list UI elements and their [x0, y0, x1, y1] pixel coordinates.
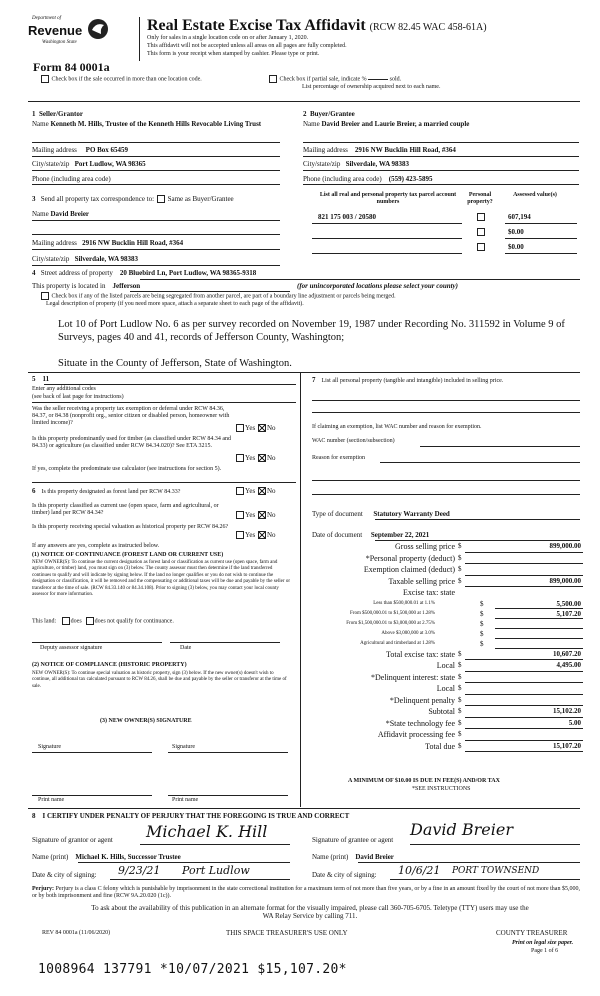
- tax-calculation-table: [305, 541, 585, 751]
- section3-name-label: Name: [32, 210, 49, 218]
- yes-label: Yes: [245, 511, 256, 519]
- dollar-sign: $: [458, 565, 462, 573]
- grantor-signature[interactable]: Michael K. Hill: [146, 822, 268, 841]
- dollar-sign: $: [458, 672, 462, 681]
- revision-number: REV 84 0001a (11/06/2020): [42, 930, 111, 936]
- section3-text: Send all property tax correspondence to:: [40, 195, 155, 203]
- tax-row-value[interactable]: 10,607.20: [553, 649, 581, 658]
- header-note-2: This affidavit will not be accepted unless all areas on all pages are fully completed.: [147, 43, 347, 49]
- tax-row-label: *Delinquent penalty: [389, 695, 455, 705]
- section6-q3: Is this property receiving special valuation as historical property per RCW 84.26?: [32, 524, 229, 530]
- grantor-name-label: Name (print): [32, 853, 69, 861]
- personal-col-header: Personal property?: [467, 192, 493, 205]
- tax-row: [305, 553, 585, 565]
- tax-row-value[interactable]: 5,107.20: [556, 609, 581, 618]
- section5-q1-answer: [235, 424, 276, 432]
- header-note-1: Only for sales in a single location code on or after January 1, 2020.: [147, 35, 309, 41]
- doc-date-value[interactable]: September 22, 2021: [370, 531, 430, 539]
- seller-name-label: Name: [32, 120, 49, 128]
- dor-logo: [26, 16, 118, 52]
- tax-row-value[interactable]: 899,000.00: [549, 542, 581, 550]
- dollar-sign: $: [458, 695, 462, 704]
- seller-city-value[interactable]: Port Ludlow, WA 98365: [74, 160, 146, 168]
- codes-note: (see back of last page for instructions): [32, 394, 124, 400]
- seller-name-row: [32, 120, 282, 128]
- legal-description-label: Legal description of property (if you need more space, attach a separate sheet to each page of the affidavit).: [46, 301, 304, 307]
- partial-check-row: [268, 75, 401, 83]
- does-qualify-checkbox[interactable]: [62, 617, 70, 625]
- section6-q2-answer: [235, 511, 276, 519]
- dollar-sign: $: [458, 576, 462, 585]
- title-text: Real Estate Excise Tax Affidavit: [147, 17, 366, 34]
- page-number: Page 1 of 6: [531, 948, 559, 954]
- doc-type-row: [312, 510, 450, 518]
- tax-row-value[interactable]: 899,000.00: [549, 576, 581, 585]
- dollar-sign: $: [458, 553, 462, 562]
- personal-property-checkbox-1[interactable]: [477, 213, 485, 221]
- tax-row-label: Taxable selling price: [388, 576, 455, 586]
- section3-city-label: City/state/zip: [32, 255, 70, 263]
- this-land-label: This land:: [32, 618, 57, 625]
- located-value[interactable]: Jefferson: [112, 282, 141, 290]
- certify-text: I CERTIFY UNDER PENALTY OF PERJURY THAT THE FOREGOING IS TRUE AND CORRECT: [42, 812, 350, 820]
- grantee-date[interactable]: 10/6/21: [398, 864, 441, 877]
- assessed-value-3[interactable]: $0.00: [508, 243, 524, 251]
- certify-heading: [32, 812, 349, 820]
- historic-no-checkbox[interactable]: [258, 531, 266, 539]
- perjury-text: Perjury is a class C felony which is punishable by imprisonment in the state correctional institution for a maximum term of not more than five years, or by a fine in an amount fixed by the court of not more than $5,000, or by both imprisonment and fine (RCW 9A.20.020 (1c)).: [32, 886, 580, 899]
- dollar-sign: $: [458, 542, 462, 550]
- buyer-heading: [303, 110, 355, 118]
- more-location-label: Check box if the sale occurred in more than one location code.: [51, 76, 202, 83]
- tax-row: [305, 619, 585, 629]
- tax-row-value[interactable]: 4,495.00: [556, 661, 581, 669]
- current-use-yes-checkbox[interactable]: [236, 511, 244, 519]
- grantee-signature[interactable]: David Breier: [410, 820, 513, 839]
- tax-row: [305, 576, 585, 588]
- tax-row-value[interactable]: 15,107.20: [553, 741, 581, 750]
- same-as-buyer-label: Same as Buyer/Grantee: [167, 195, 234, 203]
- logo-line2: Revenue: [28, 23, 83, 38]
- no-label: No: [266, 487, 276, 495]
- tax-row-label: *State technology fee: [385, 718, 455, 728]
- list-percentage-note: List percentage of ownership acquired next to each name.: [302, 84, 441, 90]
- tax-row: [305, 629, 585, 639]
- tax-row-label: Exemption claimed (deduct): [363, 565, 455, 574]
- legal-paper-note: Print on legal size paper.: [512, 940, 574, 946]
- tax-row-value[interactable]: 15,102.20: [553, 707, 581, 715]
- same-as-buyer-checkbox[interactable]: [157, 195, 165, 203]
- forest-no-checkbox[interactable]: [258, 487, 266, 495]
- grantee-name-value[interactable]: David Breier: [355, 853, 394, 861]
- tax-row-label: Excise tax: state: [403, 588, 455, 597]
- q1-yes-checkbox[interactable]: [236, 424, 244, 432]
- buyer-city-value[interactable]: Silverdale, WA 98383: [345, 160, 410, 168]
- seller-city-label: City/state/zip: [32, 160, 70, 168]
- grantee-signature-label: Signature of grantee or agent: [312, 836, 394, 844]
- tax-row-value[interactable]: 5,500.00: [556, 599, 581, 608]
- does-not-qualify-checkbox[interactable]: [86, 617, 94, 625]
- does-not-label: does not qualify for continuance.: [94, 618, 174, 625]
- section5-q2-note: If yes, complete the predominate use calculator (see instructions for section 5).: [32, 466, 222, 472]
- section7-num: 7: [312, 376, 316, 384]
- section3-name-row: [32, 210, 89, 218]
- codes-row: [32, 375, 49, 383]
- perjury-note: [32, 886, 580, 900]
- section3-name-value[interactable]: David Breier: [50, 210, 90, 218]
- deputy-signature-label: Deputy assessor signature: [40, 645, 103, 651]
- section3-city-value[interactable]: Silverdale, WA 98383: [74, 255, 139, 263]
- tax-row-label: *Personal property (deduct): [365, 553, 455, 563]
- treasurer-use-label: THIS SPACE TREASURER'S USE ONLY: [226, 929, 348, 937]
- buyer-phone-value[interactable]: (559) 423-5895: [388, 175, 433, 183]
- section6-q2: Is this property classified as current use (open space, farm and agricultural, or timber) land per RCW 84.34?: [32, 503, 219, 516]
- section4-num: 4: [32, 269, 36, 277]
- tax-row: [305, 587, 585, 599]
- located-row: [32, 282, 140, 290]
- buyer-city-row: [303, 160, 409, 168]
- section7-label: List all personal property (tangible and intangible) included in selling price.: [321, 378, 504, 384]
- partial-sale-checkbox[interactable]: [269, 75, 277, 83]
- notice1-body: NEW OWNER(S): To continue the current designation as forest land or classification as current use (open space, farm and agriculture, or timber) land, you must sign on (3) below. The county assessor must then determine if the land transferred continues to qualify and will indicate by signing below. If the land no longer qualifies or you do not wish to continue the designation or classification, it will be removed and the compensating or additional taxes will be due and payable by the seller or transferor at the time of sale. (RCW 84.33.140 or 84.34.108). Prior to signing (3) below, you may contact your local county assessor for more information.: [32, 560, 290, 598]
- section3-mail-row: [32, 239, 183, 247]
- tax-row-label: From $500,000.01 to $1,500,000 at 1.28%: [350, 610, 435, 616]
- tax-row: [305, 639, 585, 649]
- dollar-sign: $: [480, 619, 484, 628]
- partial-sale-label: Check box if partial sale, indicate %: [279, 76, 367, 83]
- section6-q1-row: [32, 487, 232, 496]
- section5-q1: Was the seller receiving a property tax exemption or deferral under RCW 84.36, 84.37, or 84.38 (nonprofit org., senior citizen or disabled person, homeowner with limited income)?: [32, 406, 230, 426]
- owner-print-name-label-2: Print name: [172, 797, 199, 803]
- tax-row-label: *Delinquent interest: state: [371, 672, 455, 682]
- doc-date-row: [312, 531, 429, 539]
- tax-row: [305, 564, 585, 576]
- personal-property-checkbox-3[interactable]: [477, 243, 485, 251]
- q2-no-checkbox[interactable]: [258, 454, 266, 462]
- location-check-row: [40, 75, 202, 83]
- dollar-sign: $: [458, 707, 462, 715]
- tax-row: [305, 599, 585, 609]
- historic-yes-checkbox[interactable]: [236, 531, 244, 539]
- grantor-city[interactable]: Port Ludlow: [182, 864, 250, 877]
- tax-row-label: Affidavit processing fee: [377, 730, 455, 739]
- buyer-phone-label: Phone (including area code): [303, 175, 382, 183]
- q2-yes-checkbox[interactable]: [236, 454, 244, 462]
- tax-row: [305, 649, 585, 661]
- owner-signature-label-2: Signature: [172, 744, 195, 750]
- tax-row-label: Above $3,000,000 at 3.0%: [381, 630, 435, 636]
- section7-text: [312, 376, 582, 385]
- section3-mail-label: Mailing address: [32, 239, 77, 247]
- tax-row: [305, 683, 585, 695]
- perjury-label: Perjury:: [32, 886, 54, 892]
- current-use-no-checkbox[interactable]: [258, 511, 266, 519]
- doc-type-value[interactable]: Statutory Warranty Deed: [373, 510, 450, 518]
- treasurer-stamp: 1008964 137791 *10/07/2021 $15,107.20*: [38, 962, 347, 977]
- dollar-sign: $: [458, 718, 462, 727]
- notice2-heading: (2) NOTICE OF COMPLIANCE (HISTORIC PROPERTY): [32, 662, 187, 668]
- tax-row: [305, 706, 585, 718]
- legal-description-2[interactable]: Situate in the County of Jefferson, State of Washington.: [58, 358, 292, 369]
- grantee-city[interactable]: PORT TOWNSEND: [452, 866, 540, 876]
- buyer-heading-text: Buyer/Grantee: [310, 110, 355, 118]
- no-label: No: [266, 511, 276, 519]
- parcel-col-header: List all real and personal property tax parcel account numbers: [319, 192, 457, 205]
- more-location-checkbox[interactable]: [41, 75, 49, 83]
- dollar-sign: $: [480, 599, 484, 608]
- yes-label: Yes: [245, 487, 256, 495]
- tax-row-label: Total excise tax: state: [386, 649, 455, 659]
- tax-row-label: Gross selling price: [395, 542, 455, 551]
- tax-row: [305, 541, 585, 553]
- section5-num: 5: [32, 375, 36, 383]
- washington-emblem-icon: [86, 18, 110, 40]
- sold-label: sold.: [389, 76, 402, 83]
- legal-description-1[interactable]: Lot 10 of Port Ludlow No. 6 as per survey recorded on November 19, 1987 under Recording No. 311592 in Volume 9 of Surveys, pages 40 and 41, records of Jefferson County, Washington;: [58, 319, 565, 343]
- tax-row-label: Agricultural and timberland at 1.28%: [360, 640, 435, 646]
- street-value[interactable]: 20 Bluebird Ln, Port Ludlow, WA 98365-9318: [119, 269, 257, 277]
- form-title: [147, 17, 487, 37]
- section3-city-row: [32, 255, 138, 263]
- codes-label: Enter any additional codes: [32, 386, 96, 392]
- parcel-row-1[interactable]: 821 175 003 / 20580: [318, 213, 376, 221]
- buyer-name-row: [303, 120, 583, 128]
- seller-mail-label: Mailing address: [32, 146, 77, 154]
- section3-heading: [32, 195, 234, 203]
- tax-row: [305, 729, 585, 741]
- section5-q2: Is this property predominantly used for timber (as classified under RCW 84.34 and 84.33) or agriculture (as classified under RCW 84.34.020)? See ETA 3215.: [32, 436, 232, 449]
- located-label: This property is located in: [32, 282, 106, 290]
- tax-row-value[interactable]: 5.00: [568, 718, 581, 727]
- tax-row-label: From $1,500,000.01 to $3,000,000 at 2.75%: [346, 620, 435, 626]
- this-land-row: [32, 617, 174, 625]
- no-label: No: [266, 531, 276, 539]
- seller-num: 1: [32, 110, 36, 118]
- additional-codes-value[interactable]: 11: [42, 375, 50, 383]
- q1-no-checkbox[interactable]: [258, 424, 266, 432]
- segregation-checkbox[interactable]: [41, 292, 49, 300]
- dollar-sign: $: [458, 684, 462, 692]
- section8-num: 8: [32, 812, 36, 820]
- yes-label: Yes: [245, 454, 256, 462]
- no-label: No: [266, 424, 276, 432]
- doc-date-label: Date of document: [312, 531, 363, 539]
- seller-mail-row: [32, 146, 128, 154]
- tax-row: [305, 741, 585, 753]
- deputy-date-label: Date: [180, 645, 192, 651]
- street-label: Street address of property: [40, 269, 113, 277]
- dollar-sign: $: [458, 741, 462, 750]
- reason-label: Reason for exemption: [312, 455, 365, 461]
- dollar-sign: $: [458, 730, 462, 738]
- section3-num: 3: [32, 195, 36, 203]
- form-number: Form 84 0001a: [33, 60, 110, 74]
- seller-mail-value[interactable]: PO Box 65459: [85, 146, 129, 154]
- dollar-sign: $: [480, 609, 484, 618]
- tax-row-label: Local: [436, 661, 455, 670]
- segregation-label: Check box if any of the listed parcels are being segregated from another parcel, are part of a boundary line adjustment or parcels being merged.: [51, 293, 396, 300]
- tax-row-label: Local: [436, 684, 455, 693]
- section6-q1: Is this property designated as forest land per RCW 84.33?: [41, 489, 181, 495]
- grantee-name-row: [312, 853, 394, 861]
- section6-q1-answer: [235, 487, 276, 495]
- title-ref: (RCW 82.45 WAC 458-61A): [369, 22, 487, 33]
- section6-num: 6: [32, 487, 36, 495]
- accessibility-note: To ask about the availability of this publication in an alternate format for the visually impaired, please call 360-705-6705. Teletype (TTY) users may use the WA Relay Service by calling 711.: [91, 904, 529, 920]
- grantor-date[interactable]: 9/23/21: [118, 864, 161, 877]
- yes-label: Yes: [245, 424, 256, 432]
- tax-row: [305, 672, 585, 684]
- tax-row-label: Less than $500,000.01 at 1.1%: [373, 600, 435, 606]
- personal-property-checkbox-2[interactable]: [477, 228, 485, 236]
- buyer-name-label: Name: [303, 120, 320, 128]
- notice1-heading: (1) NOTICE OF CONTINUANCE (FOREST LAND OR CURRENT USE): [32, 552, 224, 558]
- seller-name-value[interactable]: Kenneth M. Hills, Trustee of the Kenneth Hills Revocable Living Trust: [50, 120, 262, 128]
- section3-mail-value[interactable]: 2916 NW Bucklin Hill Road, #364: [82, 239, 184, 247]
- buyer-mail-label: Mailing address: [303, 146, 348, 154]
- forest-yes-checkbox[interactable]: [236, 487, 244, 495]
- dollar-sign: $: [480, 639, 484, 648]
- grantee-name-label: Name (print): [312, 853, 349, 861]
- grantor-name-value[interactable]: Michael K. Hills, Successor Trustee: [75, 853, 181, 861]
- seller-heading: [32, 110, 83, 118]
- buyer-mail-row: [303, 146, 456, 154]
- segregation-row: [40, 292, 396, 300]
- seller-heading-text: Seller/Grantor: [39, 110, 83, 118]
- if-yes-note: If any answers are yes, complete as instructed below.: [32, 543, 160, 549]
- dollar-sign: $: [458, 661, 462, 669]
- county-treasurer-label: COUNTY TREASURER: [496, 929, 568, 937]
- seller-phone-label: Phone (including area code): [32, 175, 111, 183]
- logo-line3: Washington State: [42, 40, 77, 45]
- section4-street-row: [32, 269, 256, 277]
- header-note-3: This form is your receipt when stamped by cashier. Please type or print.: [147, 51, 320, 57]
- tax-row: [305, 609, 585, 619]
- minimum-fee-note: A MINIMUM OF $10.00 IS DUE IN FEE(S) AND/OR TAX: [348, 778, 500, 784]
- buyer-mail-value[interactable]: 2916 NW Bucklin Hill Road, #364: [354, 146, 456, 154]
- see-instructions-note: *SEE INSTRUCTIONS: [412, 786, 471, 792]
- grantor-signature-label: Signature of grantor or agent: [32, 836, 113, 844]
- section6-q3-answer: [235, 531, 276, 539]
- buyer-phone-row: [303, 175, 432, 183]
- grantor-date-label: Date & city of signing:: [32, 871, 97, 879]
- buyer-num: 2: [303, 110, 307, 118]
- wac-label: WAC number (section/subsection): [312, 438, 395, 444]
- logo-line1: Department of: [32, 16, 62, 21]
- assessed-col-header: Assessed value(s): [513, 192, 557, 198]
- owner-print-name-label-1: Print name: [38, 797, 65, 803]
- exemption-label: If claiming an exemption, list WAC number and reason for exemption.: [312, 424, 482, 430]
- dollar-sign: $: [480, 629, 484, 638]
- owner-signature-label-1: Signature: [38, 744, 61, 750]
- grantor-name-row: [32, 853, 181, 861]
- no-label: No: [266, 454, 276, 462]
- buyer-city-label: City/state/zip: [303, 160, 341, 168]
- grantee-date-label: Date & city of signing:: [312, 871, 377, 879]
- tax-row: [305, 718, 585, 730]
- doc-type-label: Type of document: [312, 510, 363, 518]
- seller-city-row: [32, 160, 146, 168]
- assessed-value-1[interactable]: 607,194: [508, 213, 531, 221]
- tax-row: [305, 695, 585, 707]
- new-owner-signature-heading: (3) NEW OWNER(S) SIGNATURE: [100, 718, 192, 724]
- assessed-value-2[interactable]: $0.00: [508, 228, 524, 236]
- section5-q2-answer: [235, 454, 276, 462]
- notice2-body: NEW OWNER(S): To continue special valuation as historic property, sign (3) below. If the new owner(s) doesn't wish to continue, all additional tax calculated pursuant to RCW 84.26, shall be due and payable by the seller or transferor at the time of sale.: [32, 671, 287, 689]
- buyer-name-value[interactable]: David Breier and Laurie Breier, a married couple: [321, 120, 470, 128]
- does-label: does: [70, 618, 82, 625]
- yes-label: Yes: [245, 531, 256, 539]
- unincorporated-note: (for unincorporated locations please select your county): [297, 282, 458, 290]
- dollar-sign: $: [458, 649, 462, 658]
- tax-row-label: Subtotal: [428, 707, 455, 716]
- tax-row: [305, 660, 585, 672]
- tax-row-label: Total due: [425, 741, 455, 751]
